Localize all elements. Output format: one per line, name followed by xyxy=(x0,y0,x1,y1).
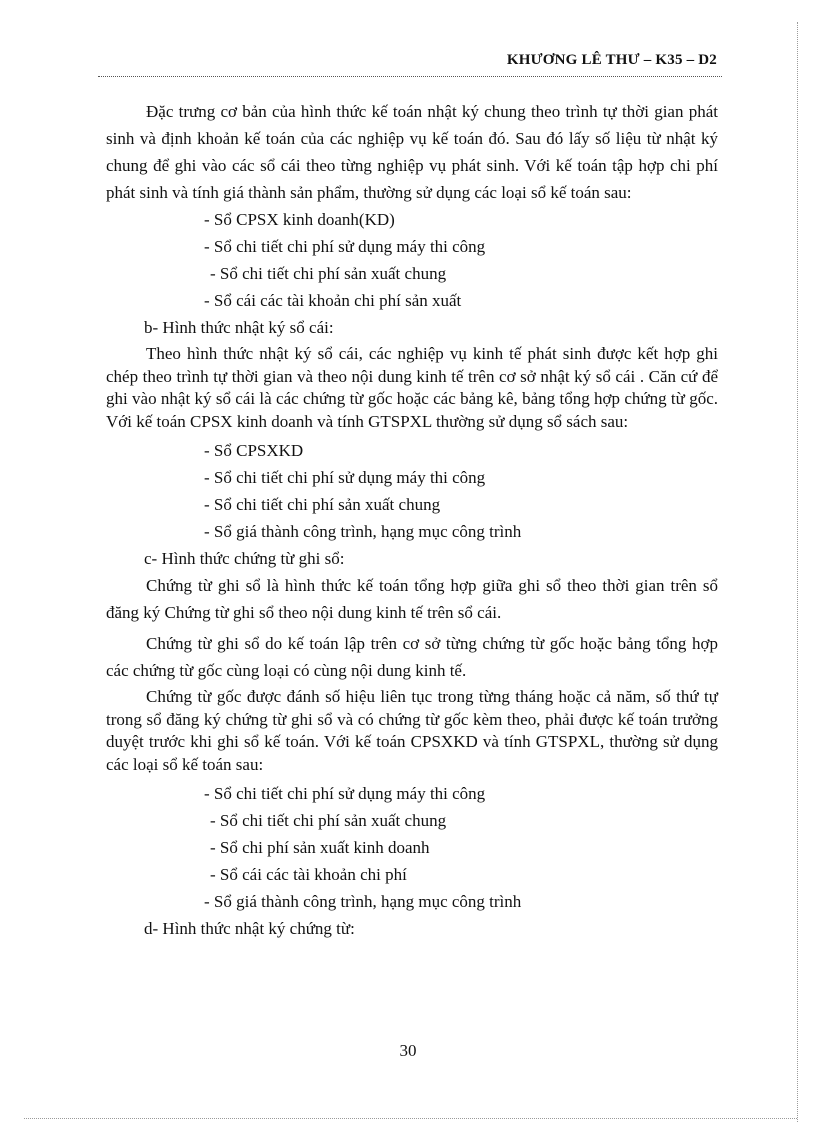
list-item: - Sổ chi tiết chi phí sản xuất chung xyxy=(210,811,447,830)
section-c-paragraph-1: Chứng từ ghi sổ là hình thức kế toán tổng hợp giữa ghi sổ theo thời gian trên sổ đăng ký Chứng từ ghi sổ theo nội dung kinh tế trên sổ cái. xyxy=(106,576,718,622)
list-item: - Sổ giá thành công trình, hạng mục công trình xyxy=(204,522,522,541)
list-item: - Sổ chi tiết chi phí sử dụng máy thi công xyxy=(204,237,486,256)
list-item: - Sổ chi tiết chi phí sản xuất chung xyxy=(210,264,447,283)
ledger-list-c xyxy=(106,780,718,915)
document-body xyxy=(106,98,718,942)
ledger-list-a xyxy=(106,206,718,314)
section-c-paragraph-2: Chứng từ ghi sổ do kế toán lập trên cơ sở từng chứng từ gốc hoặc bảng tổng hợp các chứng từ gốc cùng loại có cùng nội dung kinh tế. xyxy=(106,634,718,680)
ledger-list-b xyxy=(106,437,718,545)
header-divider xyxy=(98,76,722,77)
section-heading-d: d- Hình thức nhật ký chứng từ: xyxy=(144,919,355,938)
page-border-bottom xyxy=(24,1118,797,1119)
section-c-paragraph-3: Chứng từ gốc được đánh số hiệu liên tục trong từng tháng hoặc cả năm, số thứ tự trong sổ đăng ký chứng từ ghi sổ và có chứng từ gốc kèm theo, phải được kế toán trưởng duyệt trước khi ghi sổ kế toán. Với kế toán CPSXKD và tính GTSPXL, thường sử dụng các loại sổ kế toán sau: xyxy=(106,687,718,774)
list-item: - Sổ CPSX kinh doanh(KD) xyxy=(204,210,395,229)
list-item: - Sổ cái các tài khoản chi phí sản xuất xyxy=(204,291,462,310)
list-item: - Sổ chi phí sản xuất kinh doanh xyxy=(210,838,430,857)
running-header: KHƯƠNG LÊ THƯ – K35 – D2 xyxy=(506,52,717,68)
list-item: - Sổ giá thành công trình, hạng mục công trình xyxy=(204,892,522,911)
list-item: - Sổ chi tiết chi phí sử dụng máy thi công xyxy=(204,468,486,487)
section-b-paragraph: Theo hình thức nhật ký sổ cái, các nghiệp vụ kinh tế phát sinh được kết hợp ghi chép theo trình tự thời gian và theo nội dung kinh tế trên cơ sở nhật ký sổ cái . Căn cứ để ghi vào nhật ký sổ cái là các chứng từ gốc hoặc các bảng kê, bảng tổng hợp chứng từ gốc. Với kế toán CPSX kinh doanh và tính GTSPXL thường sử dụng sổ sách sau: xyxy=(106,344,718,431)
page-border-right xyxy=(797,22,798,1122)
intro-paragraph: Đặc trưng cơ bản của hình thức kế toán nhật ký chung theo trình tự thời gian phát sinh và định khoản kế toán của các nghiệp vụ kế toán đó. Sau đó lấy số liệu từ nhật ký chung để ghi vào các sổ cái theo từng nghiệp vụ phát sinh. Với kế toán tập hợp chi phí phát sinh và tính giá thành sản phẩm, thường sử dụng các loại sổ kế toán sau: xyxy=(106,102,718,202)
list-item: - Sổ chi tiết chi phí sản xuất chung xyxy=(204,495,441,514)
list-item: - Sổ CPSXKD xyxy=(204,441,304,460)
list-item: - Sổ cái các tài khoản chi phí xyxy=(210,865,407,884)
section-heading-c: c- Hình thức chứng từ ghi sổ: xyxy=(144,549,345,568)
section-heading-b: b- Hình thức nhật ký sổ cái: xyxy=(144,318,334,337)
page-number: 30 xyxy=(399,1041,417,1060)
list-item: - Sổ chi tiết chi phí sử dụng máy thi công xyxy=(204,784,486,803)
